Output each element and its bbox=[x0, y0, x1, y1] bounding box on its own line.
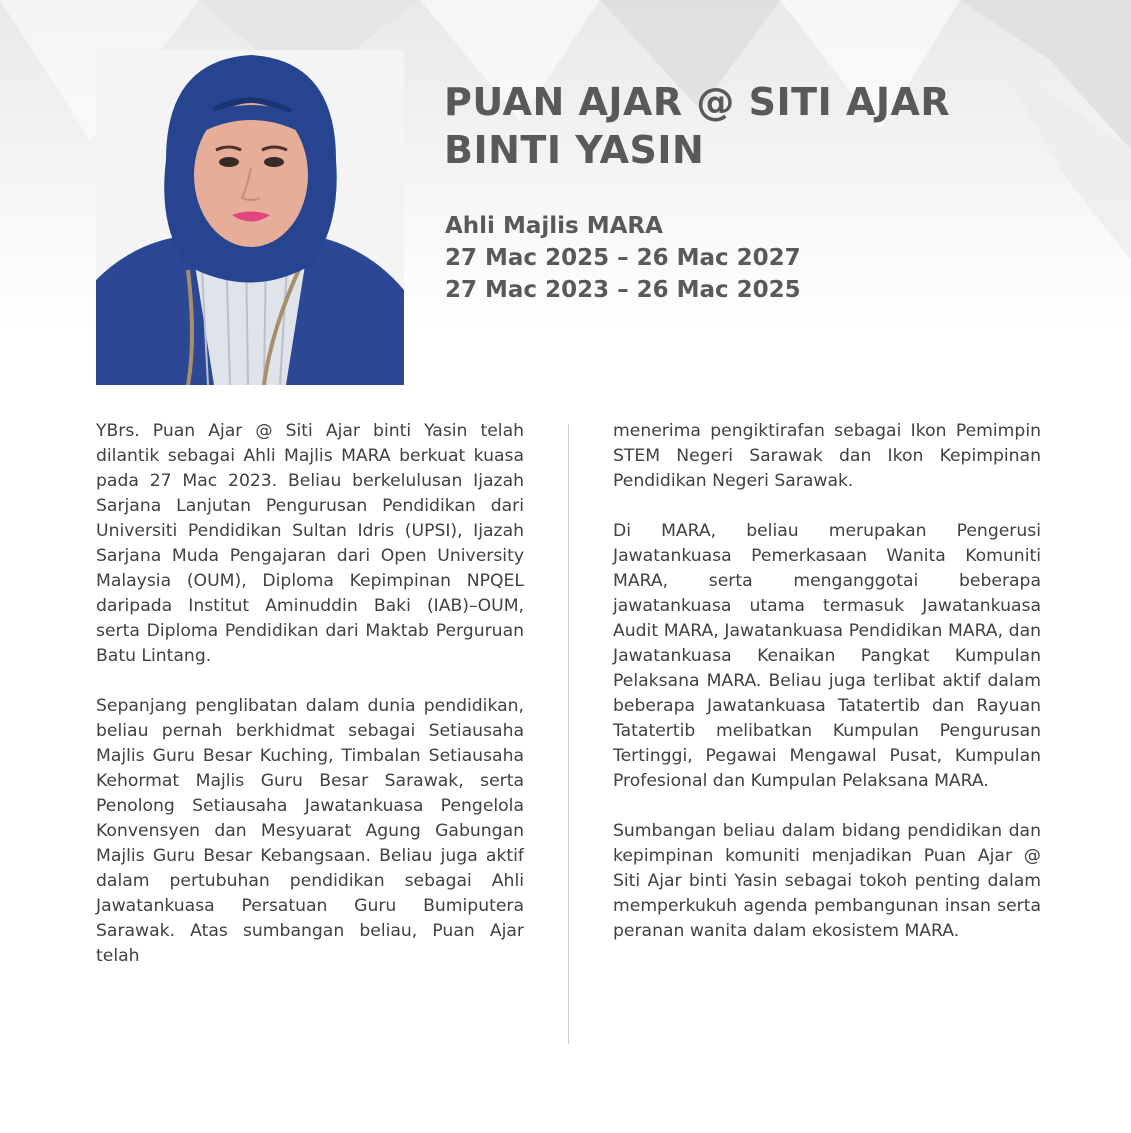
profile-role-block bbox=[445, 210, 1045, 306]
portrait-photo bbox=[96, 50, 404, 385]
profile-name-line-1: PUAN AJAR @ SITI AJAR bbox=[444, 80, 951, 124]
biography-column-left bbox=[96, 419, 524, 994]
column-divider bbox=[568, 424, 569, 1044]
term-current: 27 Mac 2025 – 26 Mac 2027 bbox=[445, 245, 801, 271]
profile-position: Ahli Majlis MARA bbox=[445, 213, 663, 239]
bio-paragraph: Di MARA, beliau merupakan Pengerusi Jawatankuasa Pemerkasaan Wanita Komuniti MARA, serta menganggotai beberapa jawatankuasa utama termasuk Jawatankuasa Audit MARA, Jawatankuasa Pendidikan MARA, dan Jawatankuasa Kenaikan Pangkat Kumpulan Pelaksana MARA. Beliau juga terlibat aktif dalam beberapa Jawatankuasa Tatatertib dan Rayuan Tatatertib melibatkan Kumpulan Pengurusan Tertinggi, Pegawai Mengawal Pusat, Kumpulan Profesional dan Kumpulan Pelaksana MARA. bbox=[613, 521, 1041, 791]
profile-name bbox=[444, 78, 1094, 174]
portrait-illustration bbox=[96, 50, 404, 385]
bio-paragraph: menerima pengiktirafan sebagai Ikon Pemimpin STEM Negeri Sarawak dan Ikon Kepimpinan Pendidikan Negeri Sarawak. bbox=[613, 421, 1041, 491]
bio-paragraph: Sumbangan beliau dalam bidang pendidikan dan kepimpinan komuniti menjadikan Puan Ajar @ Siti Ajar binti Yasin sebagai tokoh penting dalam memperkukuh agenda pembangunan insan serta peranan wanita dalam ekosistem MARA. bbox=[613, 821, 1041, 941]
bio-paragraph: Sepanjang penglibatan dalam dunia pendidikan, beliau pernah berkhidmat sebagai Setiausaha Majlis Guru Besar Kuching, Timbalan Setiausaha Kehormat Majlis Guru Besar Sarawak, serta Penolong Setiausaha Jawatankuasa Pengelola Konvensyen dan Mesyuarat Agung Gabungan Majlis Guru Besar Kebangsaan. Beliau juga aktif dalam pertubuhan pendidikan sebagai Ahli Jawatankuasa Persatuan Guru Bumiputera Sarawak. Atas sumbangan beliau, Puan Ajar telah bbox=[96, 696, 524, 966]
bio-paragraph: YBrs. Puan Ajar @ Siti Ajar binti Yasin telah dilantik sebagai Ahli Majlis MARA berkuat kuasa pada 27 Mac 2023. Beliau berkelulusan Ijazah Sarjana Lanjutan Pengurusan Pendidikan dari Universiti Pendidikan Sultan Idris (UPSI), Ijazah Sarjana Muda Pengajaran dari Open University Malaysia (OUM), Diploma Kepimpinan NPQEL daripada Institut Aminuddin Baki (IAB)–OUM, serta Diploma Pendidikan dari Maktab Perguruan Batu Lintang. bbox=[96, 421, 524, 666]
biography-column-right bbox=[613, 419, 1041, 969]
term-previous: 27 Mac 2023 – 26 Mac 2025 bbox=[445, 277, 801, 303]
profile-name-line-2: BINTI YASIN bbox=[444, 128, 705, 172]
